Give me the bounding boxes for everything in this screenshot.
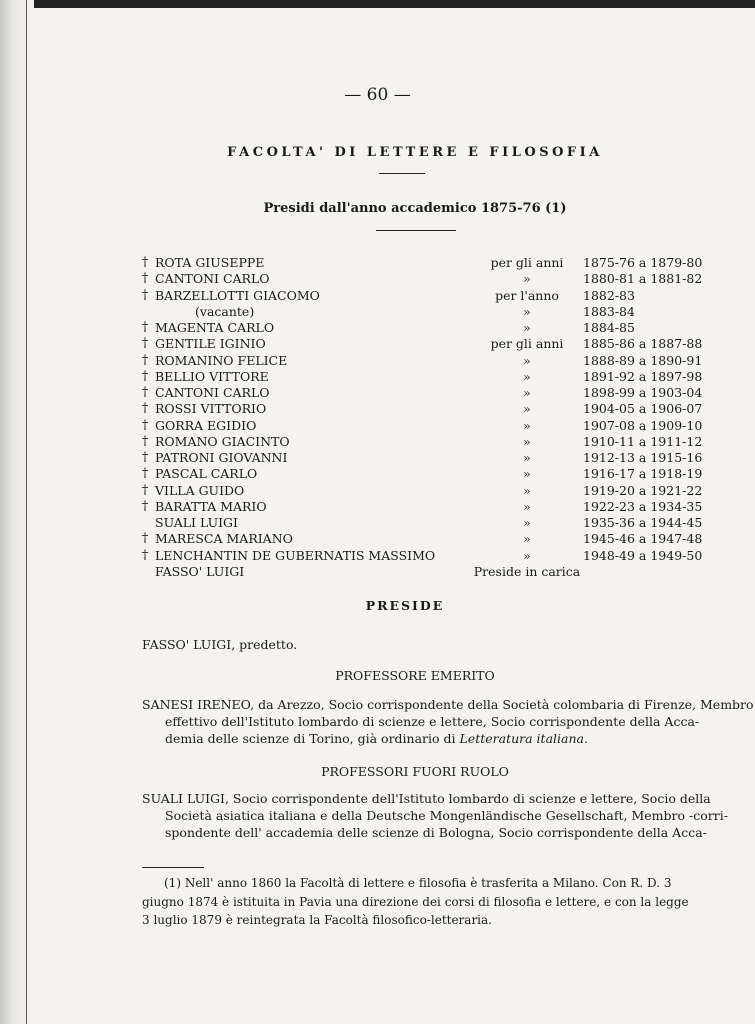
preside-years: 1883-84 — [583, 303, 635, 319]
presidi-row — [0, 401, 755, 417]
preside-term: » — [523, 450, 531, 465]
deceased-cross-icon: † — [141, 417, 149, 433]
preside-name: LENCHANTIN DE GUBERNATIS MASSIMO — [155, 547, 436, 563]
deceased-cross-icon: † — [141, 352, 149, 368]
preside-term: » — [523, 401, 531, 417]
deceased-cross-icon: † — [141, 271, 149, 287]
preside-name: ROMANO GIACINTO — [155, 433, 290, 449]
preside-term: » — [523, 498, 531, 514]
preside-term: per gli anni — [490, 336, 564, 352]
deceased-cross-icon: † — [141, 320, 149, 335]
preside-term: » — [523, 320, 531, 335]
presidi-row — [0, 450, 755, 466]
presidi-row — [0, 288, 755, 304]
footnote-line-1: (1) Nell' anno 1860 la Facoltà di lettere e filosofia è trasferita a Milano. Con R. D. 3 — [164, 876, 672, 890]
preside-term: per l'anno — [495, 287, 559, 303]
presidi-row — [0, 548, 755, 564]
emerito-line-2: effettivo dell'Istituto lombardo di scienze e lettere, Socio corrispondente della Acca- — [165, 714, 700, 730]
preside-term: » — [523, 433, 531, 449]
preside-name: SUALI LUIGI — [155, 515, 238, 530]
presidi-row — [0, 564, 755, 580]
preside-name: PASCAL CARLO — [155, 466, 258, 482]
preside-years: 1945-46 a 1947-48 — [583, 531, 703, 547]
preside-term: » — [523, 368, 531, 384]
preside-name: FASSO' LUIGI — [155, 563, 245, 579]
preside-name: CANTONI CARLO — [155, 385, 270, 400]
presidi-row — [0, 466, 755, 482]
preside-years: 1885-86 a 1887-88 — [583, 336, 703, 352]
preside-term: » — [523, 515, 531, 530]
preside-name: ROMANINO FELICE — [155, 352, 288, 368]
preside-years: 1935-36 a 1944-45 — [583, 515, 703, 530]
preside-years: 1891-92 a 1897-98 — [583, 368, 703, 384]
preside-years: 1898-99 a 1903-04 — [583, 385, 703, 400]
preside-term: Preside in carica — [473, 563, 581, 579]
presidi-row — [0, 515, 755, 531]
preside-name: GENTILE IGINIO — [155, 336, 266, 352]
emerito-heading: PROFESSORE EMERITO — [335, 668, 495, 683]
deceased-cross-icon: † — [141, 255, 149, 270]
presidi-row — [0, 255, 755, 271]
preside-years: 1922-23 a 1934-35 — [583, 498, 703, 514]
preside-years: 1880-81 a 1881-82 — [583, 271, 703, 287]
preside-term: » — [523, 482, 531, 498]
preside-term: » — [523, 466, 531, 482]
emerito-subject: Letteratura italiana — [459, 731, 584, 747]
presidi-row — [0, 483, 755, 499]
presidi-row — [0, 353, 755, 369]
footnote-rule — [142, 867, 204, 868]
title-rule — [379, 173, 425, 174]
emerito-line-3 — [142, 730, 690, 747]
preside-years: 1882-83 — [583, 287, 635, 303]
deceased-cross-icon: † — [141, 401, 149, 417]
presidi-row — [0, 320, 755, 336]
preside-years: 1948-49 a 1949-50 — [583, 547, 703, 563]
preside-term: » — [523, 352, 531, 368]
presidi-row — [0, 304, 755, 320]
preside-heading: PRESIDE — [365, 598, 445, 613]
preside-name: ROTA GIUSEPPE — [155, 255, 265, 270]
preside-years: 1888-89 a 1890-91 — [583, 352, 703, 368]
preside-name: ROSSI VITTORIO — [155, 401, 267, 417]
fuori-ruolo-entry — [142, 790, 728, 842]
presidi-row — [0, 499, 755, 515]
faculty-title: FACOLTA' DI LETTERE E FILOSOFIA — [227, 145, 603, 160]
footnote-line-3: 3 luglio 1879 è reintegrata la Facoltà filosofico-letteraria. — [142, 913, 492, 927]
preside-text: FASSO' LUIGI, predetto. — [142, 637, 298, 652]
preside-years: 1875-76 a 1879-80 — [583, 255, 703, 270]
deceased-cross-icon: † — [141, 385, 149, 400]
preside-name: MARESCA MARIANO — [155, 531, 293, 547]
preside-name: GORRA EGIDIO — [155, 417, 257, 433]
preside-name: CANTONI CARLO — [155, 271, 270, 287]
preside-name: BARATTA MARIO — [155, 498, 267, 514]
deceased-cross-icon: † — [141, 498, 149, 514]
presidi-row — [0, 336, 755, 352]
emerito-period: . — [583, 731, 588, 747]
preside-term: » — [523, 385, 531, 400]
preside-term: » — [523, 547, 531, 563]
preside-years: 1904-05 a 1906-07 — [583, 401, 703, 417]
fuori-ruolo-line-1: SUALI LUIGI, Socio corrispondente dell'Istituto lombardo di scienze e lettere, Socio della — [142, 791, 711, 806]
deceased-cross-icon: † — [141, 466, 149, 482]
presidi-row — [0, 434, 755, 450]
preside-term: » — [523, 417, 531, 433]
presidi-row — [0, 418, 755, 434]
preside-term: » — [523, 531, 531, 547]
scan-top-border — [0, 0, 755, 8]
preside-name: BELLIO VITTORE — [155, 368, 269, 384]
preside-name: (vacante) — [195, 303, 255, 319]
preside-name: BARZELLOTTI GIACOMO — [155, 287, 320, 303]
deceased-cross-icon: † — [141, 287, 149, 303]
preside-years: 1916-17 a 1918-19 — [583, 466, 703, 482]
presidi-row — [0, 531, 755, 547]
presidi-row — [0, 271, 755, 287]
deceased-cross-icon: † — [141, 547, 149, 563]
presidi-heading: Presidi dall'anno accademico 1875-76 (1) — [263, 201, 567, 216]
page-number: — 60 — — [344, 85, 411, 105]
deceased-cross-icon: † — [141, 433, 149, 449]
presidi-row — [0, 385, 755, 401]
fuori-ruolo-heading: PROFESSORI FUORI RUOLO — [321, 764, 509, 779]
preside-name: PATRONI GIOVANNI — [155, 450, 288, 465]
preside-term: per gli anni — [490, 255, 564, 270]
preside-years: 1884-85 — [583, 320, 635, 335]
presidi-rule — [376, 230, 456, 231]
preside-name: VILLA GUIDO — [155, 482, 245, 498]
deceased-cross-icon: † — [141, 531, 149, 547]
deceased-cross-icon: † — [141, 368, 149, 384]
preside-years: 1907-08 a 1909-10 — [583, 417, 703, 433]
preside-years: 1910-11 a 1911-12 — [583, 433, 703, 449]
deceased-cross-icon: † — [141, 482, 149, 498]
deceased-cross-icon: † — [141, 450, 149, 465]
deceased-cross-icon: † — [141, 336, 149, 352]
presidi-row — [0, 369, 755, 385]
emerito-line-1: SANESI IRENEO, da Arezzo, Socio corrispondente della Società colombaria di Firenze, Membro — [142, 697, 754, 712]
preside-years: 1919-20 a 1921-22 — [583, 482, 703, 498]
preside-term: » — [523, 271, 531, 287]
footnote — [142, 874, 690, 930]
preside-name: MAGENTA CARLO — [155, 320, 275, 335]
preside-years: 1912-13 a 1915-16 — [583, 450, 703, 465]
fuori-ruolo-line-3: spondente dell' accademia delle scienze di Bologna, Socio corrispondente della Acca- — [165, 825, 707, 841]
footnote-line-2: giugno 1874 è istituita in Pavia una direzione dei corsi di filosofia e lettere, e con la legge — [142, 894, 689, 909]
fuori-ruolo-line-2: Società asiatica italiana e della Deutsche Mongenländische Gesellschaft, Membro -corri- — [165, 808, 728, 824]
preside-term: » — [523, 303, 531, 319]
emerito-line-3-text: demia delle scienze di Torino, già ordinario di — [165, 731, 460, 747]
emerito-entry — [142, 696, 754, 748]
